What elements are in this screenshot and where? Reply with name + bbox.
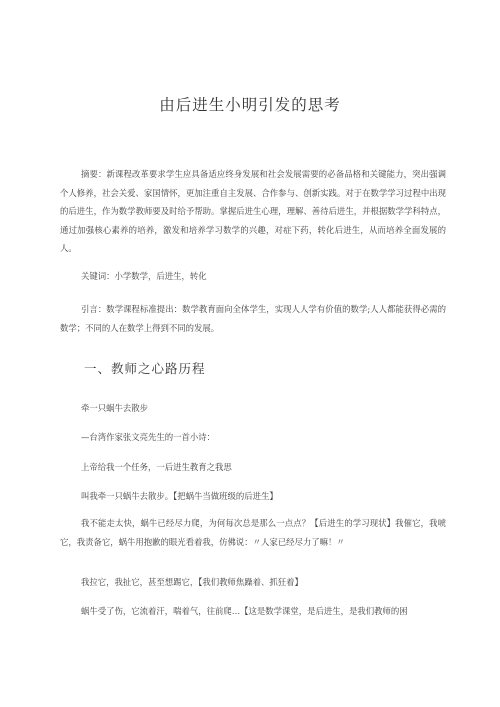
snail-paragraph: 我不能走太快，蜗牛已经尽力爬，为何每次总是那么一点点？【后进生的学习现状】我催它，我唬它，我责备它，蜗牛用抱歉的眼光看着我，仿佛说：〃人家已经尽力了嘛！〃 xyxy=(60,518,446,547)
intro-paragraph: 引言：数学课程标准提出：数学教育面向全体学生，实现人人学有价值的数学;人人都能获得必需的数学；不同的人在数学上得到不同的发展。 xyxy=(60,304,446,333)
section-heading: 一、教师之心路历程 xyxy=(84,361,206,376)
keywords-line: 关键词：小学数学，后进生，转化 xyxy=(81,271,207,281)
poem-line-2: 叫我牵一只蜗牛去散步。【把蜗牛当做班级的后进生】 xyxy=(81,491,278,501)
poem-line-hurt: 蜗牛受了伤，它流着汗，喘着气，往前爬…【这是数学课堂，是后进生，是我们教师的困 xyxy=(81,606,408,616)
abstract-paragraph: 摘要：新课程改革要求学生应具备适应终身发展和社会发展需要的必备品格和关键能力，突出强调个人修养，社会关爱、家国情怀，更加注重自主发展、合作参与、创新实践。对于在数学学习过程中出现的后进生，作为数学教师要及时给予帮助。掌握后进生心理，理解、善待后进生，并根据数学学科特点，通过加强核心素养的培养，激发和培养学习数学的兴趣，对症下药，转化后进生，从而培养全面发展的人。 xyxy=(60,169,446,253)
poem-line-pull: 我拉它，我扯它，甚至想踢它，【我们教师焦躁着、抓狂着】 xyxy=(81,577,303,587)
poem-title-line: 牵一只蜗牛去散步 xyxy=(81,403,148,413)
poem-author-line: —台湾作家张文亮先生的一首小诗： xyxy=(81,432,215,442)
poem-line-1: 上帝给我一个任务，一后进生教育之我思 xyxy=(81,462,232,472)
document-title: 由后进生小明引发的思考 xyxy=(159,96,341,114)
